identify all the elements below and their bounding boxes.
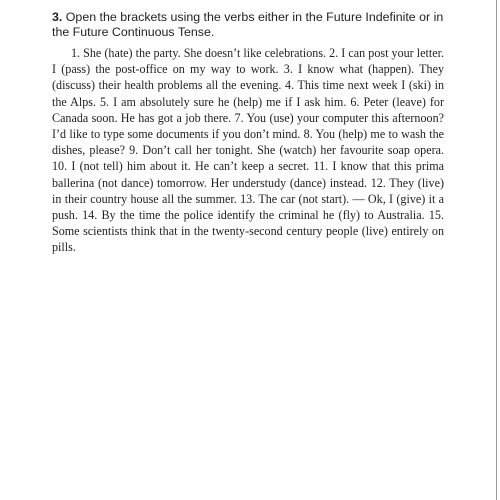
exercise-instruction: Open the brackets using the verbs either in the Future Indefinite or in the Future Continuous Tense.: [52, 10, 444, 39]
page-edge-divider: [496, 0, 497, 500]
exercise-block: [52, 10, 444, 256]
exercise-text: 1. She (hate) the party. She doesn’t like celebrations. 2. I can post your letter. I (pass) the post-office on my way to work. 3. I know what (happen). They (discuss) their health problems all the evening. 4. This time next week I (ski) in the Alps. 5. I am absolutely sure he (help) me if I ask him. 6. Peter (leave) for Canada soon. He has got a job there. 7. You (use) your computer this afternoon? I’d like to type some documents if you don’t mind. 8. You (help) me to wash the dishes, please? 9. Don’t call her tonight. She (watch) her favourite soap opera. 10. I (not tell) him about it. He can’t keep a secret. 11. I know that this prima ballerina (not dance) tomorrow. Her understudy (dance) instead. 12. They (live) in their country house all the summer. 13. The car (not start). — Ok, I (give) it a push. 14. By the time the police identify the criminal he (fly) to Australia. 15. Some scientists think that in the twenty-second century people (live) entirely on pills.: [52, 46, 444, 255]
exercise-heading: [52, 10, 444, 40]
exercise-number: 3.: [52, 10, 63, 24]
